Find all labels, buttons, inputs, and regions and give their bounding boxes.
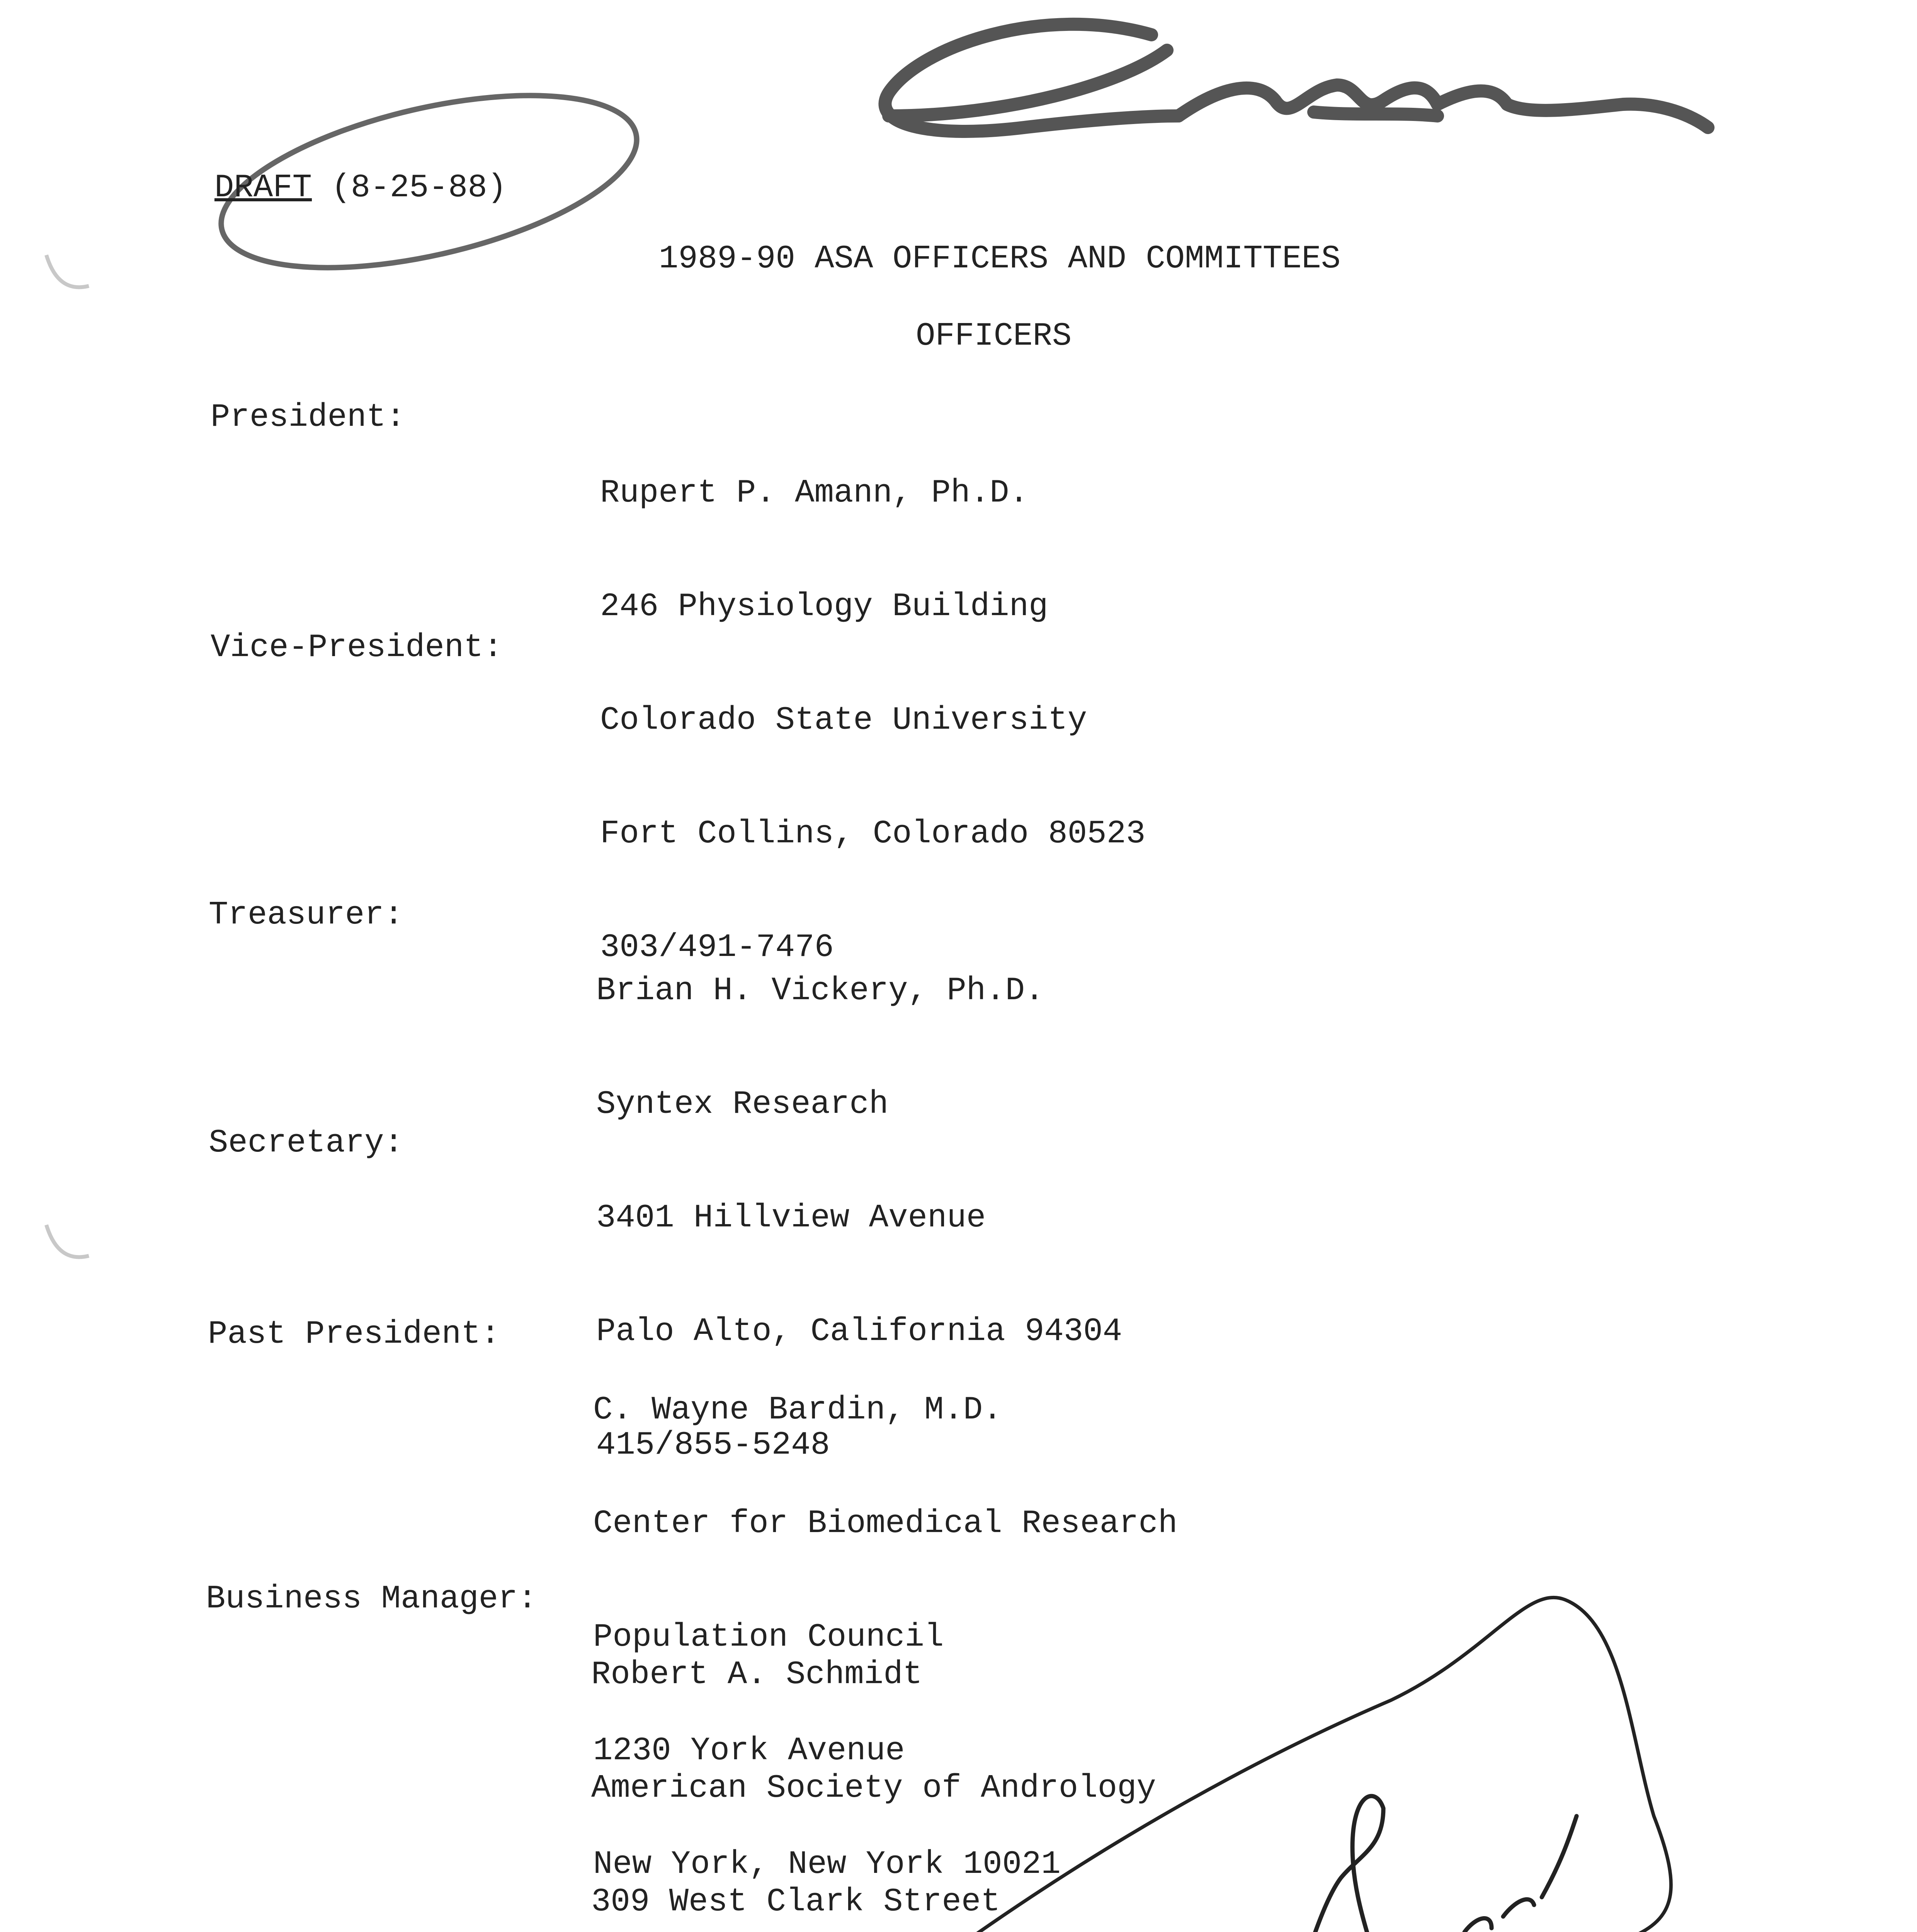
officer-line: 1230 York Avenue [593,1733,905,1769]
officer-line: C. Wayne Bardin, M.D. [593,1392,1002,1429]
officer-line: Rupert P. Amann, Ph.D. [600,475,1029,512]
punch-hole-mark [46,1225,89,1257]
draft-stamp [214,169,507,207]
officer-line: American Society of Andrology [591,1770,1156,1807]
document-title: 1989-90 ASA OFFICERS AND COMMITTEES [659,241,1341,277]
signature-amann [885,24,1708,131]
officer-line: 3401 Hillview Avenue [596,1200,986,1236]
role-label-vice-president: Vice-President: [211,629,503,666]
role-label-treasurer: Treasurer: [209,897,404,934]
section-heading: OFFICERS [916,318,1072,355]
officer-line: New York, New York 10021 [593,1846,1061,1883]
officer-line: Population Council [593,1619,944,1656]
role-label-past-president: Past President: [208,1316,500,1353]
officer-block-business-manager [591,1580,1156,1932]
officer-line: 309 West Clark Street [591,1884,1000,1920]
officer-line: Fort Collins, Colorado 80523 [600,816,1146,852]
officer-line: 415/855-5248 [596,1427,830,1464]
officer-line: Colorado State University [600,702,1087,739]
punch-hole-mark [46,255,89,287]
role-label-president: President: [211,399,406,436]
draft-label: DRAFT [214,170,312,206]
officer-line: 246 Physiology Building [600,588,1048,625]
draft-date: (8-25-88) [331,170,507,206]
role-label-business-manager: Business Manager: [206,1581,537,1617]
officer-line: Palo Alto, California 94304 [596,1313,1123,1350]
role-label-secretary: Secretary: [209,1125,404,1162]
officer-line: Center for Biomedical Research [593,1505,1178,1542]
officer-line: Syntex Research [596,1086,889,1123]
officer-line: Brian H. Vickery, Ph.D. [596,973,1044,1009]
officer-line: Robert A. Schmidt [591,1656,922,1693]
officer-line: 303/491-7476 [600,929,834,966]
